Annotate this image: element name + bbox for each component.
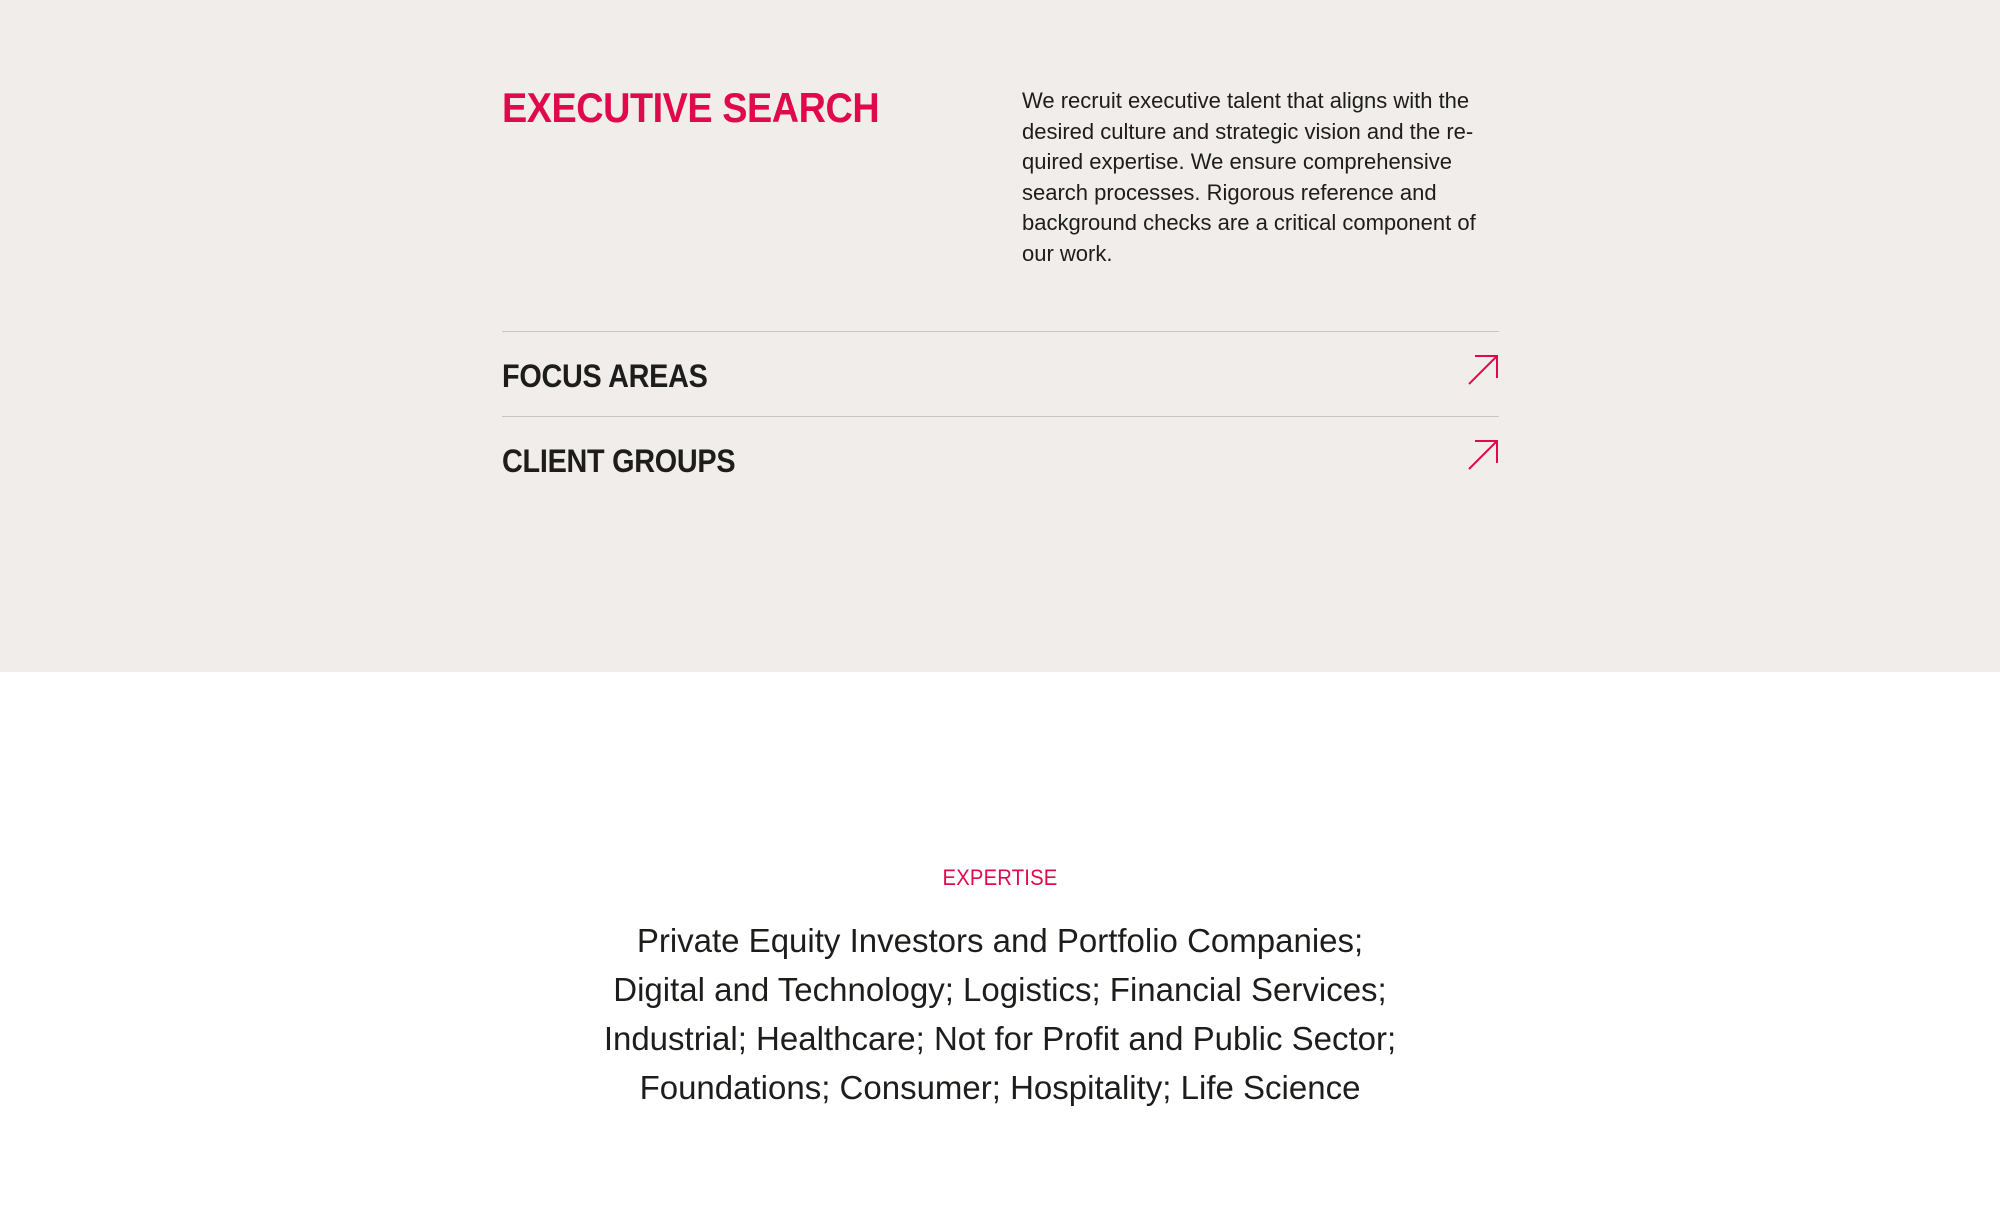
arrow-up-right-icon — [1467, 439, 1499, 471]
expertise-section — [0, 672, 2000, 1230]
section-description: We recruit executive talent that aligns with the desired culture and strategic vision and the re-quired expertise. We ensure comprehensive search processes. Rigorous reference and background checks are a critical component of our work. — [1022, 88, 1476, 266]
expertise-label: EXPERTISE — [942, 865, 1058, 890]
section-title: EXECUTIVE SEARCH — [502, 84, 880, 131]
focus-areas-link[interactable] — [502, 331, 1499, 416]
focus-areas-label: FOCUS AREAS — [502, 358, 708, 394]
client-groups-label: CLIENT GROUPS — [502, 443, 736, 479]
expertise-list: Private Equity Investors and Portfolio Companies; Digital and Technology; Logistics; Financial Services; Industrial; Healthcare; Not for Profit and Public Sector; Foundations; Consumer; Hospitality; Life Science — [603, 922, 1397, 1106]
executive-search-intro — [502, 0, 1499, 331]
arrow-up-right-icon — [1467, 354, 1499, 386]
executive-search-container — [502, 0, 1499, 501]
client-groups-link[interactable] — [502, 416, 1499, 501]
